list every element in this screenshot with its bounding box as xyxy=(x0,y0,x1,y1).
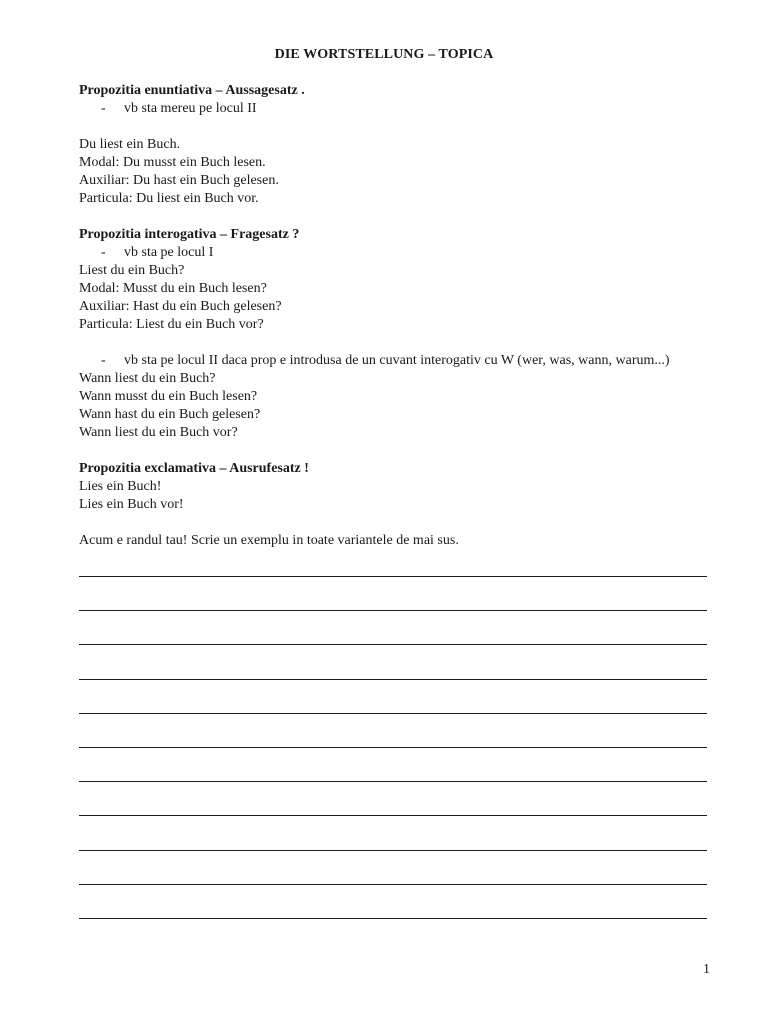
answer-line xyxy=(79,576,707,577)
bullet-text: vb sta pe locul II daca prop e introdusa de un cuvant interogativ cu W (wer, was, wann, warum...) xyxy=(124,353,670,368)
example-line: Du liest ein Buch. xyxy=(79,137,181,152)
bullet-dash: - xyxy=(101,353,106,368)
spacer xyxy=(79,442,719,460)
answer-line xyxy=(79,679,707,680)
example-line: Modal: Du musst ein Buch lesen. xyxy=(79,155,266,170)
example-line: Wann hast du ein Buch gelesen? xyxy=(79,407,261,422)
answer-line xyxy=(79,815,707,816)
example-line: Wann liest du ein Buch vor? xyxy=(79,425,238,440)
example-line: Wann musst du ein Buch lesen? xyxy=(79,389,258,404)
section-heading-interogativa: Propozitia interogativa – Fragesatz ? xyxy=(79,227,300,242)
example-line: Auxiliar: Du hast ein Buch gelesen. xyxy=(79,173,279,188)
spacer xyxy=(79,118,719,136)
example-line: Lies ein Buch! xyxy=(79,479,162,494)
example-line: Modal: Musst du ein Buch lesen? xyxy=(79,281,267,296)
page-title: DIE WORTSTELLUNG – TOPICA xyxy=(274,47,494,62)
example-line: Lies ein Buch vor! xyxy=(79,497,184,512)
bullet-dash: - xyxy=(101,245,106,260)
example-line: Wann liest du ein Buch? xyxy=(79,371,216,386)
answer-line xyxy=(79,644,707,645)
answer-line xyxy=(79,918,707,919)
answer-line xyxy=(79,610,707,611)
section-heading-enuntiativa: Propozitia enuntiativa – Aussagesatz . xyxy=(79,83,305,98)
answer-line xyxy=(79,884,707,885)
example-line: Auxiliar: Hast du ein Buch gelesen? xyxy=(79,299,282,314)
example-line: Particula: Liest du ein Buch vor? xyxy=(79,317,264,332)
exercise-instruction: Acum e randul tau! Scrie un exemplu in toate variantele de mai sus. xyxy=(79,533,459,548)
bullet-rule-interogativa-w xyxy=(79,352,719,370)
answer-line xyxy=(79,781,707,782)
bullet-text: vb sta mereu pe locul II xyxy=(124,101,257,116)
bullet-dash: - xyxy=(101,101,106,116)
answer-line xyxy=(79,850,707,851)
example-line: Particula: Du liest ein Buch vor. xyxy=(79,191,259,206)
section-heading-exclamativa: Propozitia exclamativa – Ausrufesatz ! xyxy=(79,461,309,476)
answer-line xyxy=(79,747,707,748)
bullet-text: vb sta pe locul I xyxy=(124,245,214,260)
example-line: Liest du ein Buch? xyxy=(79,263,185,278)
spacer xyxy=(79,514,719,532)
answer-line xyxy=(79,713,707,714)
spacer xyxy=(79,334,719,352)
bullet-rule-enuntiativa xyxy=(79,100,719,118)
spacer xyxy=(79,208,719,226)
document-body xyxy=(79,82,719,550)
bullet-rule-interogativa xyxy=(79,244,719,262)
page-number: 1 xyxy=(703,962,710,977)
